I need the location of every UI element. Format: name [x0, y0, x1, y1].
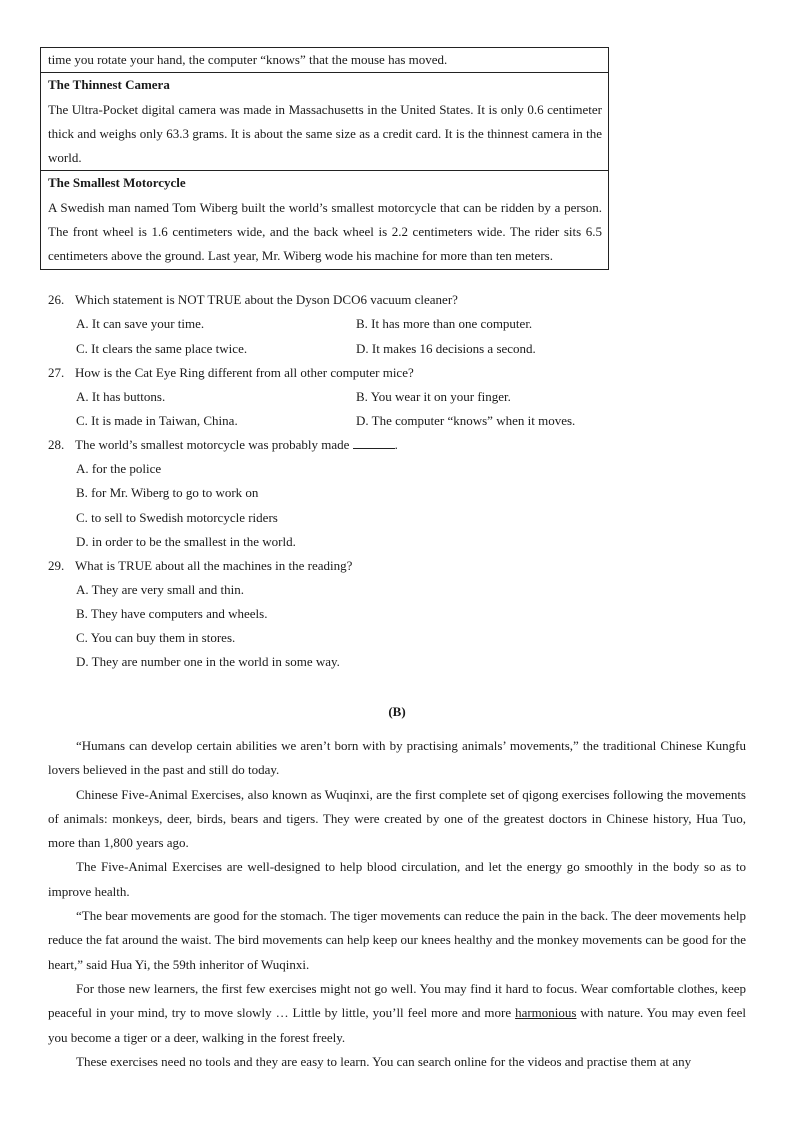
question-number: 27.	[48, 365, 65, 380]
question-number: 29.	[48, 558, 65, 573]
q29-option-b: B. They have computers and wheels.	[76, 606, 268, 621]
question-text: Which statement is NOT TRUE about the Dyson DCO6 vacuum cleaner?	[75, 292, 458, 307]
motorcycle-body: A Swedish man named Tom Wiberg built the world’s smallest motorcycle that can be ridden by a person. The front wheel is 1.6 centimeters wide, and the back wheel is 2.2 centimeters wide. The rider sits 6.5 centimeters above the ground. Last year, Mr. Wiberg wode his machine for more than ten meters.	[48, 199, 602, 264]
table-row-camera	[41, 72, 608, 170]
question-text-end: .	[394, 437, 398, 452]
paragraph-5-end: with nature. You may even feel you become a tiger or a deer, walking in the forest freely.	[48, 1005, 746, 1045]
camera-heading: The Thinnest Camera	[48, 77, 170, 93]
q26-option-b: B. It has more than one computer.	[356, 316, 533, 331]
q29-option-c: C. You can buy them in stores.	[76, 630, 236, 645]
q27-option-b: B. You wear it on your finger.	[356, 389, 511, 404]
paragraph-5	[48, 977, 746, 1050]
underlined-word: harmonious	[515, 1005, 577, 1021]
q28-option-b: B. for Mr. Wiberg to go to work on	[76, 485, 259, 500]
paragraph-2: Chinese Five-Animal Exercises, also known as Wuqinxi, are the first complete set of qigong exercises following the movements of animals: monkeys, deer, birds, bears and tigers. They were created by one of the greatest doctors in Chinese history, Hua Tuo, more than 1,800 years ago.	[48, 786, 746, 851]
section-b	[48, 700, 746, 1074]
q28-option-c: C. to sell to Swedish motorcycle riders	[76, 510, 278, 525]
q27-option-d: D. The computer “knows” when it moves.	[356, 413, 576, 428]
q26-option-d: D. It makes 16 decisions a second.	[356, 341, 536, 356]
answer-blank	[353, 436, 395, 449]
q29-option-a: A. They are very small and thin.	[76, 582, 244, 597]
paragraph-5-start: For those new learners, the first few exercises might not go well. You may find it hard to focus. Wear comfortable clothes, keep peaceful in your mind, try to move slowly … Little by little, you’ll feel more and more	[48, 980, 746, 1021]
camera-body: The Ultra-Pocket digital camera was made in Massachusetts in the United States. It is only 0.6 centimeter thick and weighs only 63.3 grams. It is about the same size as a credit card. It is the thinnest camera in the world.	[48, 101, 602, 166]
q26-option-a: A. It can save your time.	[76, 316, 205, 331]
q27-option-c: C. It is made in Taiwan, China.	[76, 413, 238, 428]
question-text: What is TRUE about all the machines in the reading?	[75, 558, 353, 573]
mouse-text: time you rotate your hand, the computer “knows” that the mouse has moved.	[48, 52, 448, 67]
section-title: (B)	[388, 704, 406, 719]
q27-option-a: A. It has buttons.	[76, 389, 166, 404]
q26-option-c: C. It clears the same place twice.	[76, 341, 248, 356]
paragraph-6: These exercises need no tools and they are easy to learn. You can search online for the videos and practise them at any	[76, 1053, 692, 1069]
table-row-motorcycle	[41, 170, 608, 268]
question-28	[48, 433, 608, 457]
reading-table	[40, 47, 609, 270]
paragraph-4: “The bear movements are good for the stomach. The tiger movements can reduce the pain in the back. The deer movements help reduce the fat around the waist. The bird movements can help keep our knees healthy and the monkey movements can be good for the heart,” said Hua Yi, the 59th inheritor of Wuqinxi.	[48, 908, 746, 972]
table-row-mouse	[41, 48, 608, 72]
q28-option-d: D. in order to be the smallest in the world.	[76, 534, 296, 549]
q29-option-d: D. They are number one in the world in some way.	[76, 654, 340, 669]
q28-option-a: A. for the police	[76, 461, 162, 476]
question-number: 28.	[48, 437, 65, 452]
question-text: How is the Cat Eye Ring different from all other computer mice?	[75, 365, 414, 380]
question-text: The world’s smallest motorcycle was probably made	[75, 437, 350, 452]
question-26	[48, 288, 608, 312]
question-27	[48, 361, 608, 385]
paragraph-1: “Humans can develop certain abilities we aren’t born with by practising animals’ movements,” the traditional Chinese Kungfu lovers believed in the past and still do today.	[48, 738, 746, 778]
question-29	[48, 554, 608, 578]
paragraph-3: The Five-Animal Exercises are well-designed to help blood circulation, and let the energy go smoothly in the body so as to improve health.	[48, 859, 746, 899]
question-number: 26.	[48, 292, 65, 307]
motorcycle-heading: The Smallest Motorcycle	[48, 175, 186, 191]
